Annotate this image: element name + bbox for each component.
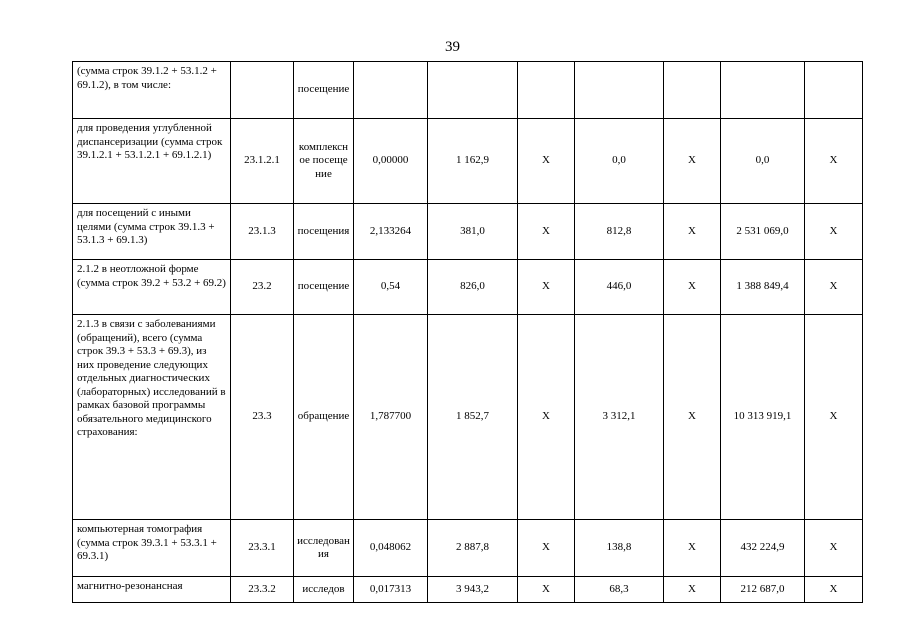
- col10-value: X: [805, 577, 863, 603]
- unit-cell: [294, 260, 354, 315]
- unit-label: посещения: [297, 224, 350, 237]
- col6-value: X: [518, 577, 575, 603]
- col8-value: X: [664, 204, 721, 260]
- col8-value: X: [664, 260, 721, 315]
- col9-value: 2 531 069,0: [721, 204, 805, 260]
- unit-label: посещение: [297, 83, 350, 96]
- cost-value: 3 943,2: [428, 577, 518, 603]
- data-table: [72, 61, 863, 603]
- col6-value: [518, 62, 575, 119]
- unit-cell: [294, 204, 354, 260]
- table-row: [73, 62, 863, 119]
- col10-value: X: [805, 204, 863, 260]
- col7-value: 68,3: [575, 577, 664, 603]
- unit-label: комплексное посещение: [298, 140, 349, 180]
- row-description: для проведения углубленной диспансеризации (сумма строк 39.1.2.1 + 53.1.2.1 + 69.1.2.1): [73, 119, 231, 204]
- row-code: 23.3: [231, 315, 294, 520]
- col9-value: 10 313 919,1: [721, 315, 805, 520]
- table-row: [73, 315, 863, 520]
- row-code: 23.1.2.1: [231, 119, 294, 204]
- unit-cell: [294, 62, 354, 119]
- row-code: 23.2: [231, 260, 294, 315]
- cost-value: 2 887,8: [428, 520, 518, 577]
- cost-value: 381,0: [428, 204, 518, 260]
- col9-value: [721, 62, 805, 119]
- table-row: [73, 520, 863, 577]
- cost-value: 826,0: [428, 260, 518, 315]
- col9-value: 212 687,0: [721, 577, 805, 603]
- col8-value: [664, 62, 721, 119]
- row-description: для посещений с иными целями (сумма строк 39.1.3 + 53.1.3 + 69.1.3): [73, 204, 231, 260]
- unit-label: исследов: [302, 582, 345, 595]
- col8-value: X: [664, 119, 721, 204]
- col7-value: 812,8: [575, 204, 664, 260]
- row-description: компьютерная томография (сумма строк 39.3.1 + 53.3.1 + 69.3.1): [73, 520, 231, 577]
- row-code: 23.3.1: [231, 520, 294, 577]
- norm-value: [354, 62, 428, 119]
- table-row: [73, 119, 863, 204]
- col7-value: 138,8: [575, 520, 664, 577]
- norm-value: 0,048062: [354, 520, 428, 577]
- page-number: 39: [445, 39, 460, 55]
- table-row: [73, 204, 863, 260]
- col8-value: X: [664, 315, 721, 520]
- row-description: 2.1.3 в связи с заболеваниями (обращений), всего (сумма строк 39.3 + 53.3 + 69.3), из них проведение следующих отдельных диагностических (лабораторных) исследований в рамках базовой программы обязательного медицинского страхования:: [73, 315, 231, 520]
- cost-value: [428, 62, 518, 119]
- col6-value: X: [518, 315, 575, 520]
- row-description: 2.1.2 в неотложной форме (сумма строк 39.2 + 53.2 + 69.2): [73, 260, 231, 315]
- col7-value: 3 312,1: [575, 315, 664, 520]
- unit-cell: [294, 315, 354, 520]
- col8-value: X: [664, 577, 721, 603]
- norm-value: 0,017313: [354, 577, 428, 603]
- col6-value: X: [518, 520, 575, 577]
- unit-label: посещение: [297, 280, 350, 293]
- row-description: магнитно-резонансная: [73, 577, 231, 603]
- col10-value: X: [805, 520, 863, 577]
- col9-value: 432 224,9: [721, 520, 805, 577]
- col9-value: 1 388 849,4: [721, 260, 805, 315]
- col6-value: X: [518, 204, 575, 260]
- col10-value: X: [805, 315, 863, 520]
- col10-value: X: [805, 119, 863, 204]
- table-body: [73, 62, 863, 603]
- norm-value: 2,133264: [354, 204, 428, 260]
- unit-cell: [294, 577, 354, 603]
- col10-value: X: [805, 260, 863, 315]
- col10-value: [805, 62, 863, 119]
- col8-value: X: [664, 520, 721, 577]
- unit-cell: [294, 119, 354, 204]
- row-description: (сумма строк 39.1.2 + 53.1.2 + 69.1.2), в том числе:: [73, 62, 231, 119]
- unit-label: исследования: [297, 534, 350, 560]
- row-code: 23.1.3: [231, 204, 294, 260]
- unit-label: обращение: [297, 410, 350, 423]
- col6-value: X: [518, 260, 575, 315]
- col7-value: 0,0: [575, 119, 664, 204]
- col9-value: 0,0: [721, 119, 805, 204]
- unit-cell: [294, 520, 354, 577]
- row-code: 23.3.2: [231, 577, 294, 603]
- norm-value: 0,00000: [354, 119, 428, 204]
- cost-value: 1 852,7: [428, 315, 518, 520]
- col7-value: [575, 62, 664, 119]
- col7-value: 446,0: [575, 260, 664, 315]
- norm-value: 0,54: [354, 260, 428, 315]
- table-row: [73, 577, 863, 603]
- norm-value: 1,787700: [354, 315, 428, 520]
- cost-value: 1 162,9: [428, 119, 518, 204]
- table-row: [73, 260, 863, 315]
- col6-value: X: [518, 119, 575, 204]
- row-code: [231, 62, 294, 119]
